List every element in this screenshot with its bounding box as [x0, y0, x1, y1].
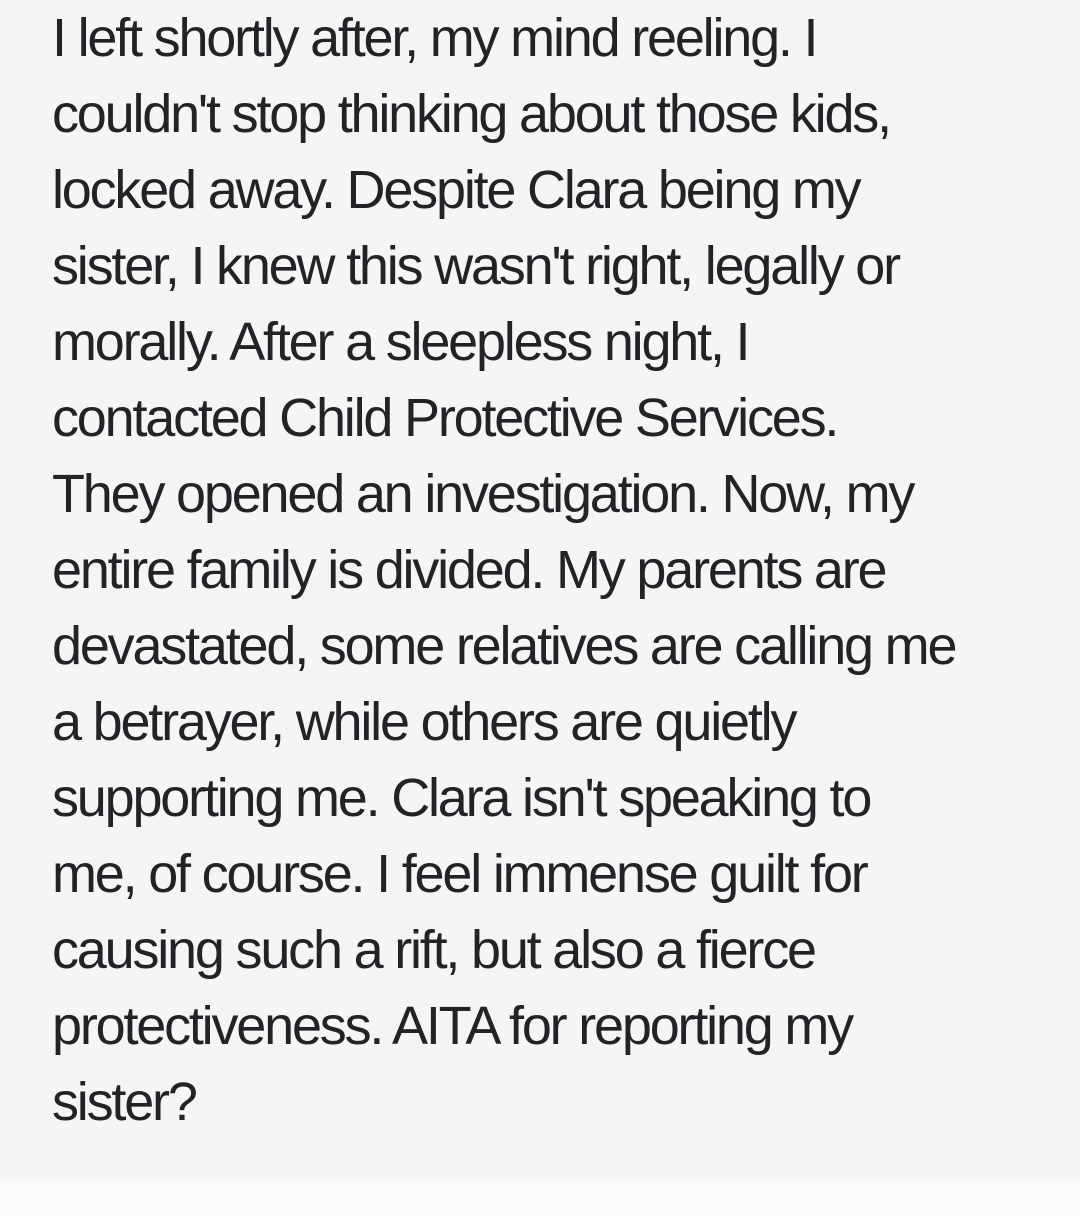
text-line: causing such a rift, but also a fierce: [52, 920, 815, 980]
text-line: They opened an investigation. Now, my: [52, 464, 914, 524]
text-line: devastated, some relatives are calling me: [52, 616, 956, 676]
text-line: morally. After a sleepless night, I: [52, 312, 749, 372]
text-line: me, of course. I feel immense guilt for: [52, 844, 867, 904]
text-line: protectiveness. AITA for reporting my: [52, 996, 852, 1056]
text-line: locked away. Despite Clara being my: [52, 160, 860, 220]
text-line: a betrayer, while others are quietly: [52, 692, 796, 752]
text-line: couldn't stop thinking about those kids,: [52, 84, 890, 144]
bottom-strip: [0, 1181, 1080, 1215]
text-line: sister?: [52, 1072, 196, 1132]
text-line: I left shortly after, my mind reeling. I: [52, 8, 817, 68]
text-line: sister, I knew this wasn't right, legally or: [52, 236, 899, 296]
text-line: entire family is divided. My parents are: [52, 540, 886, 600]
text-line: contacted Child Protective Services.: [52, 388, 838, 448]
text-line: supporting me. Clara isn't speaking to: [52, 768, 871, 828]
